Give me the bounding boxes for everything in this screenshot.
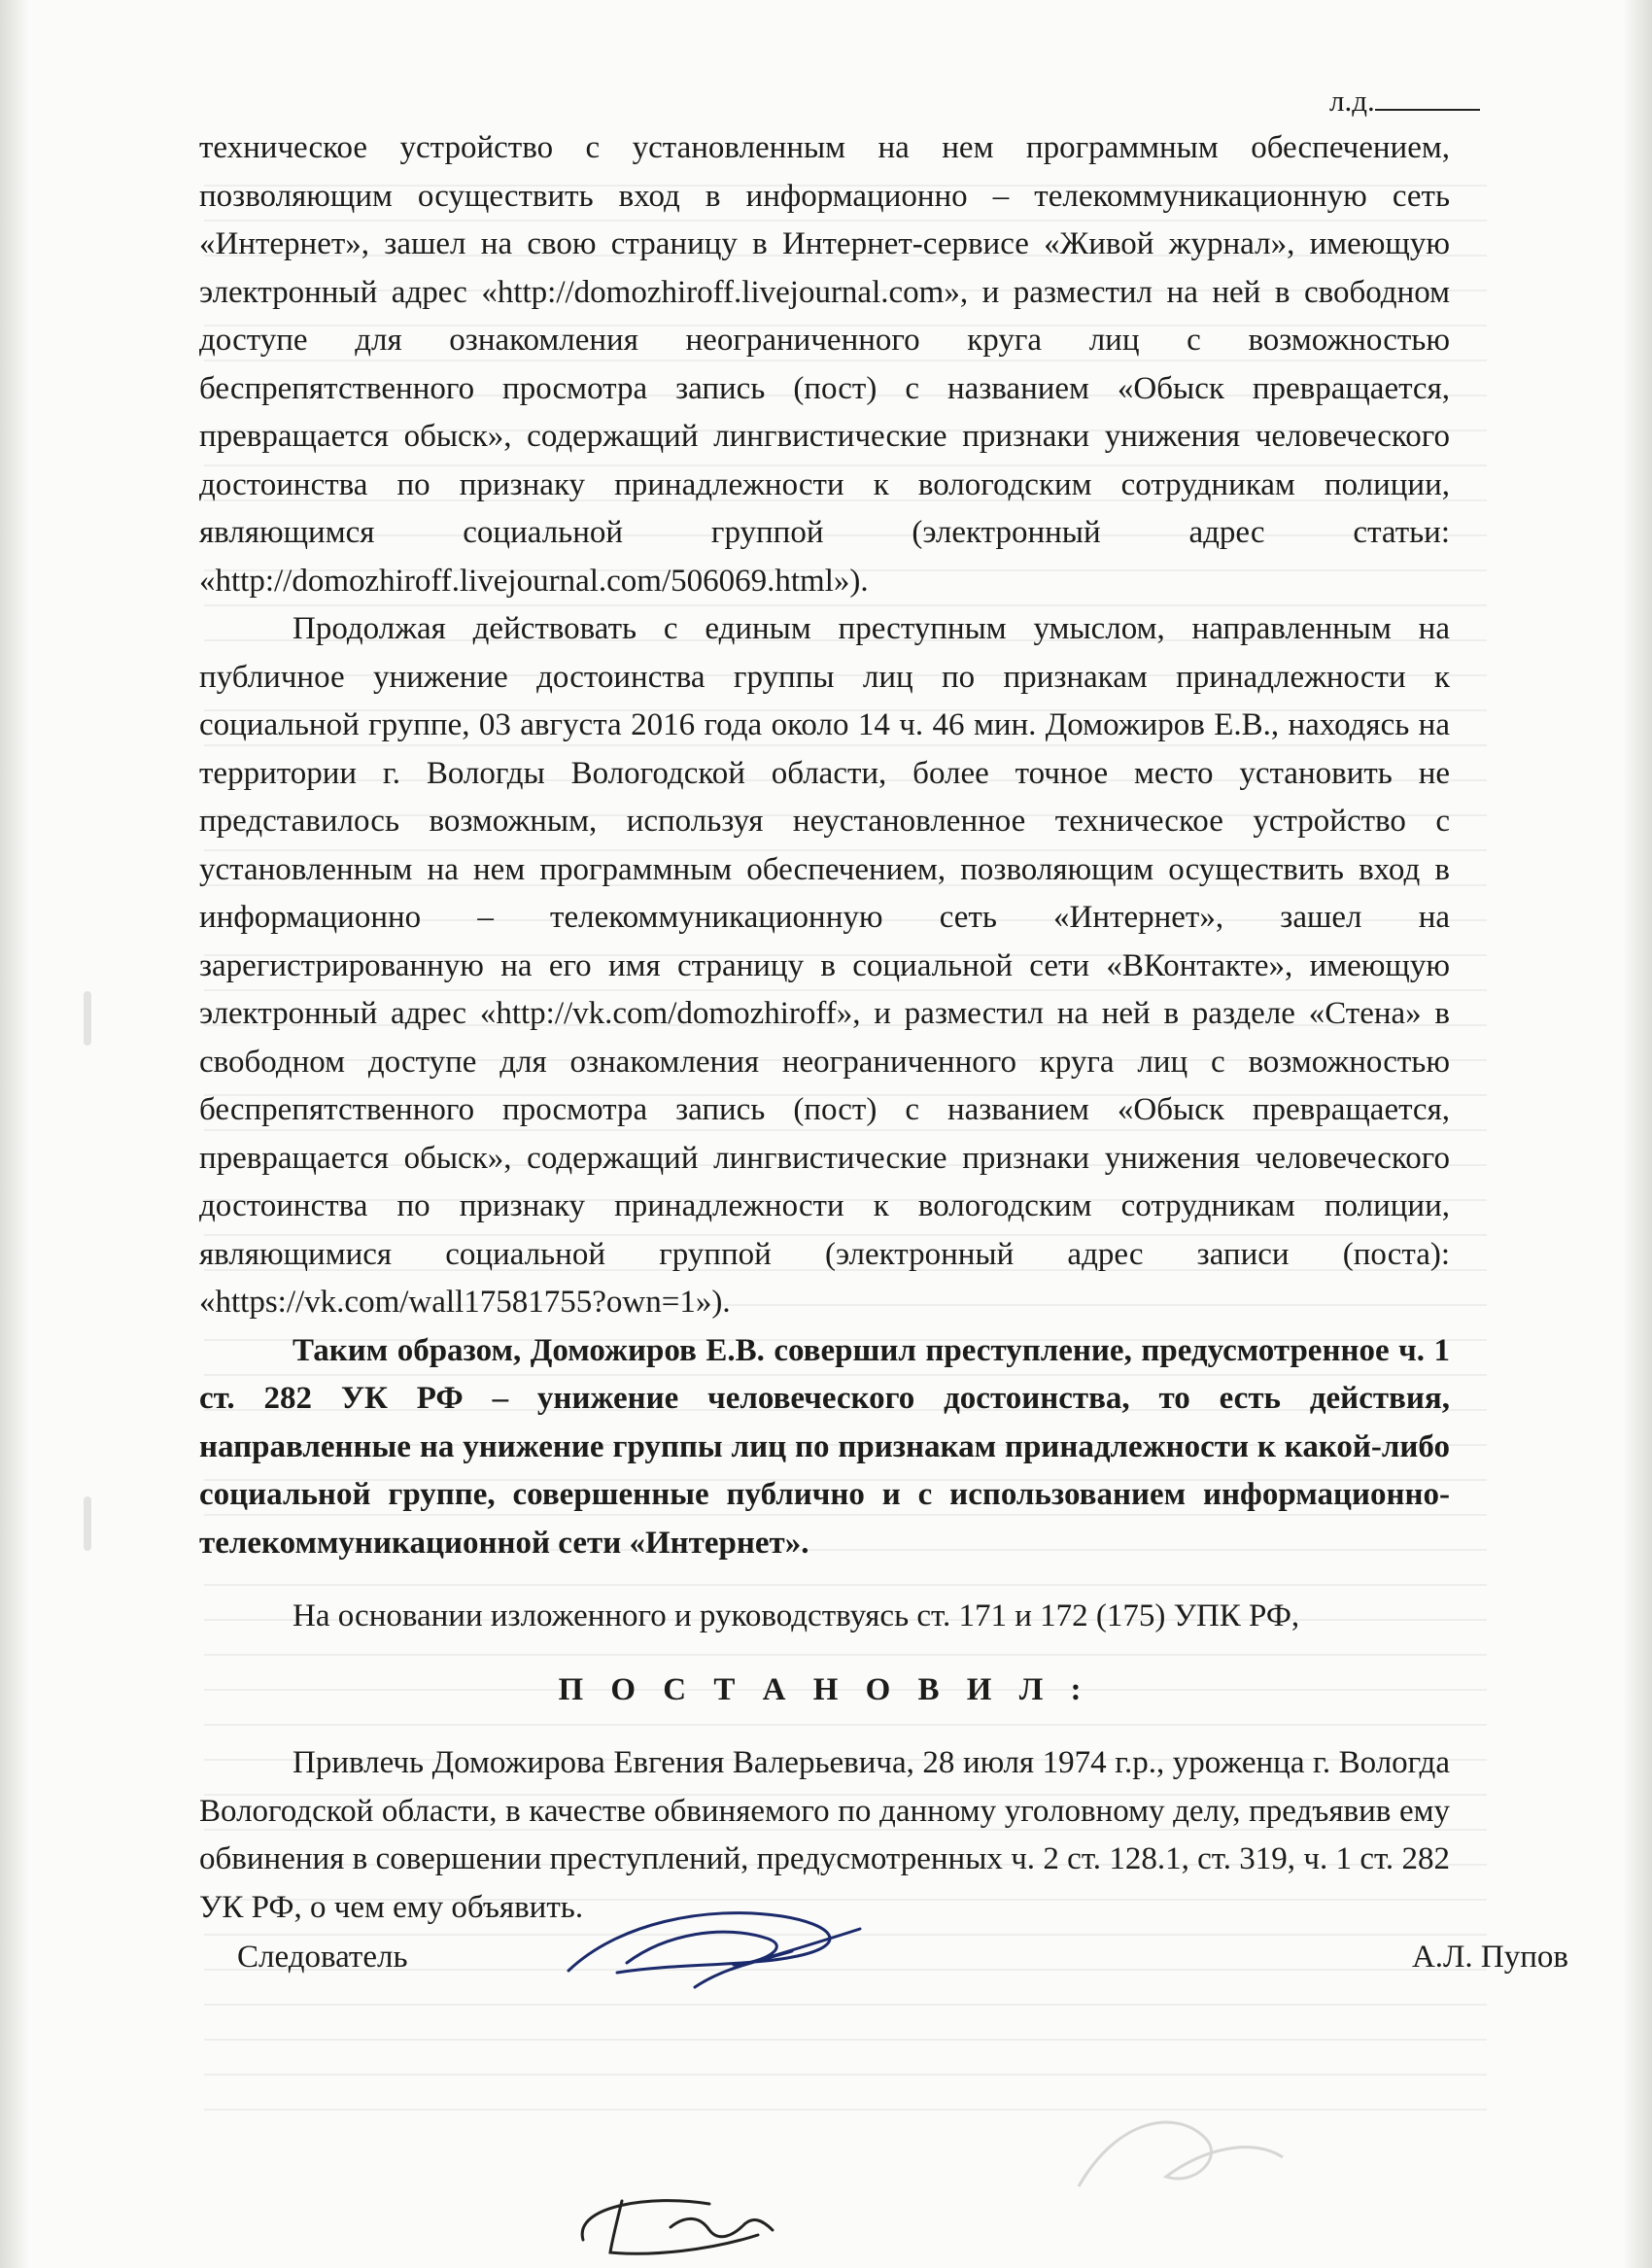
decree-heading: П О С Т А Н О В И Л : — [558, 1671, 1091, 1707]
document-body — [199, 124, 1450, 1932]
paragraph-vkontakte-post: Продолжая действовать с единым преступным умыслом, направленным на публичное унижение достоинства группы лиц по признакам принадлежности к социальной группе, 03 августа 2016 года около 14 ч. 46 мин. Доможиров Е.В., находясь на территории г. Вологды Вологодской области, более точное место установить не представилось возможным, используя неустановленное техническое устройство с установленным на нем программным обеспечением, позволяющим осуществить вход в информационно – телекоммуникационную сеть «Интернет», зашел на зарегистрированную на его имя страницу в социальной сети «ВКонтакте», имеющую электронный адрес «http://vk.com/domozhiroff», и разместил на ней в разделе «Стена» в свободном доступе для ознакомления неограниченного круга лиц с возможностью беспрепятственного просмотра запись (пост) с названием «Обыск превращается, превращается обыск», содержащий лингвистические признаки унижения человеческого достоинства по признаку принадлежности к вологодским сотрудникам полиции, являющимися социальной группой (электронный адрес записи (поста): «https://vk.com/wall17581755?own=1»). — [199, 611, 1450, 1320]
spacer — [199, 1714, 1450, 1739]
signer-role: Следователь — [237, 1940, 408, 1975]
paragraph-resolution: Привлечь Доможирова Евгения Валерьевича, 28 июля 1974 г.р., уроженца г. Вологда Вологодской области, в качестве обвиняемого по данному уголовному делу, предъявив ему обвинения в совершении преступлений, предусмотренных ч. 2 ст. 128.1, ст. 319, ч. 1 ст. 282 УК РФ, о чем ему объявить. — [199, 1745, 1450, 1925]
case-sheet-label: л.д. — [1329, 84, 1375, 118]
binding-mark — [84, 991, 91, 1046]
handwritten-initials — [564, 2186, 787, 2264]
paragraph-qualification: Таким образом, Доможиров Е.В. совершил преступление, предусмотренное ч. 1 ст. 282 УК РФ – унижение человеческого достоинства, то есть действия, направленные на унижение группы лиц по признакам принадлежности к какой-либо социальной группе, совершенные публично и с использованием информационно-телекоммуникационной сети «Интернет». — [199, 1332, 1450, 1561]
case-sheet-number — [1329, 82, 1480, 120]
page-edge-shadow-right — [1623, 0, 1652, 2268]
paragraph-legal-basis: На основании изложенного и руководствуясь ст. 171 и 172 (175) УПК РФ, — [293, 1598, 1300, 1633]
bleed-through-signature — [1059, 2099, 1302, 2216]
signer-name: А.Л. Пупов — [1411, 1940, 1568, 1975]
page-edge-shadow-left — [0, 0, 29, 2268]
binding-mark — [84, 1496, 91, 1551]
spacer — [199, 1567, 1450, 1593]
paragraph-livejournal-post: техническое устройство с установленным на нем программным обеспечением, позволяющим осуществить вход в информационно – телекоммуникационную сеть «Интернет», зашел на свою страницу в Интернет-сервисе «Живой журнал», имеющую электронный адрес «http://domozhiroff.livejournal.com», и разместил на ней в свободном доступе для ознакомления неограниченного круга лиц с возможностью беспрепятственного просмотра запись (пост) с названием «Обыск превращается, превращается обыск», содержащий лингвистические признаки унижения человеческого достоинства по признаку принадлежности к вологодским сотрудникам полиции, являющимся социальной группой (электронный адрес статьи: «http://domozhiroff.livejournal.com/506069.html»). — [199, 130, 1450, 599]
spacer — [199, 1641, 1450, 1667]
case-sheet-blank-line — [1375, 86, 1480, 111]
handwritten-signature — [559, 1895, 870, 2002]
